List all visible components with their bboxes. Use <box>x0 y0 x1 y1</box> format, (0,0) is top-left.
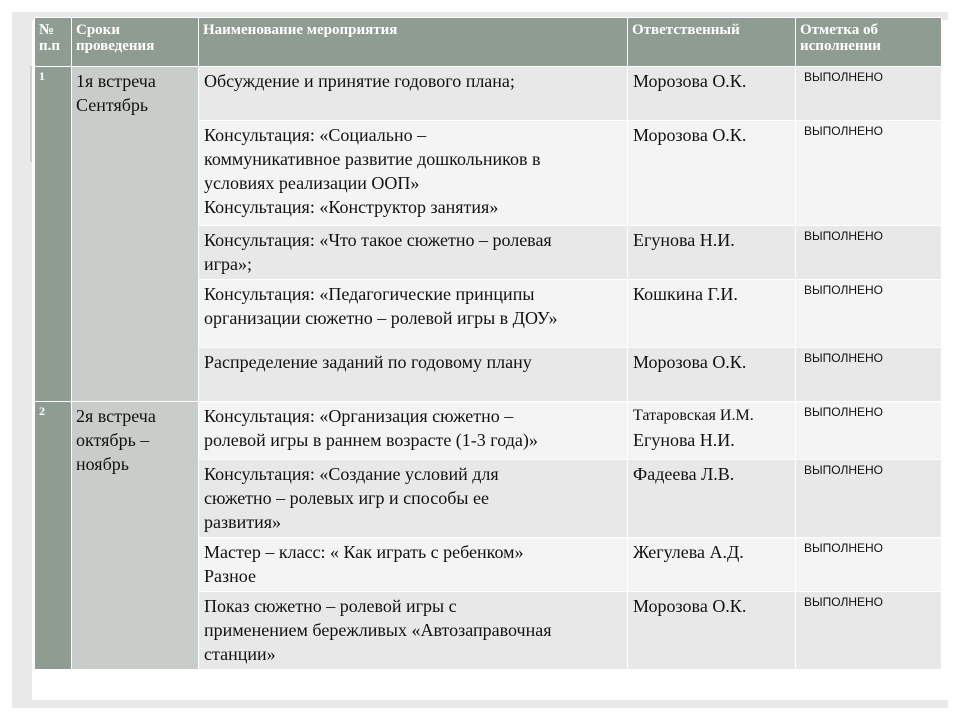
event-cell <box>199 460 628 538</box>
meeting-date <box>72 67 199 402</box>
header-date: Сроки проведения <box>72 18 199 67</box>
event-line: применением бережливых «Автозаправочная <box>204 620 552 640</box>
responsible-cell: Морозова О.К. <box>628 121 796 226</box>
header-num: № п.п <box>35 18 72 67</box>
event-line: ролевой игры в раннем возрасте (1-3 года)» <box>204 430 538 450</box>
event-cell <box>199 226 628 280</box>
event-line: организации сюжетно – ролевой игры в ДОУ» <box>204 308 558 328</box>
table-header-row <box>35 18 942 67</box>
event-line: Консультация: «Конструктор занятия» <box>204 197 499 217</box>
status-cell: ВЫПОЛНЕНО <box>796 538 942 592</box>
event-cell <box>199 280 628 348</box>
event-line: условиях реализации ООП» <box>204 173 420 193</box>
table-row <box>35 67 942 121</box>
responsible-cell: Морозова О.К. <box>628 67 796 121</box>
event-line: Консультация: «Педагогические принципы <box>204 284 535 304</box>
date-line: 1я встреча <box>76 71 156 91</box>
meeting-date <box>72 402 199 670</box>
events-table <box>34 17 942 670</box>
row-number: 1 <box>35 67 72 402</box>
date-line: Сентябрь <box>76 95 149 115</box>
event-cell: Распределение заданий по годовому плану <box>199 348 628 402</box>
status-cell: ВЫПОЛНЕНО <box>796 121 942 226</box>
header-status: Отметка об исполнении <box>796 18 942 67</box>
header-event: Наименование мероприятия <box>199 18 628 67</box>
event-cell <box>199 538 628 592</box>
event-line: Консультация: «Социально – <box>204 125 427 145</box>
header-responsible: Ответственный <box>628 18 796 67</box>
date-line: ноябрь <box>76 454 129 474</box>
event-cell <box>199 121 628 226</box>
responsible-cell: Егунова Н.И. <box>628 226 796 280</box>
responsible-cell: Морозова О.К. <box>628 592 796 670</box>
table-row <box>35 402 942 460</box>
status-cell: ВЫПОЛНЕНО <box>796 348 942 402</box>
status-cell: ВЫПОЛНЕНО <box>796 402 942 460</box>
event-cell <box>199 592 628 670</box>
event-cell: Обсуждение и принятие годового плана; <box>199 67 628 121</box>
status-cell: ВЫПОЛНЕНО <box>796 592 942 670</box>
date-line: октябрь – <box>76 430 150 450</box>
responsible-cell: Морозова О.К. <box>628 348 796 402</box>
responsible-cell: Фадеева Л.В. <box>628 460 796 538</box>
responsible-cell: Жегулева А.Д. <box>628 538 796 592</box>
status-cell: ВЫПОЛНЕНО <box>796 67 942 121</box>
status-cell: ВЫПОЛНЕНО <box>796 460 942 538</box>
date-line: 2я встреча <box>76 406 156 426</box>
event-line: коммуникативное развитие дошкольников в <box>204 149 541 169</box>
event-line: Разное <box>204 566 256 586</box>
event-line: развития» <box>204 512 282 532</box>
responsible-line: Татаровская И.М. <box>633 407 754 424</box>
event-line: Консультация: «Что такое сюжетно – ролевая <box>204 230 552 250</box>
status-cell: ВЫПОЛНЕНО <box>796 280 942 348</box>
event-line: сюжетно – ролевых игр и способы ее <box>204 488 489 508</box>
responsible-cell: Кошкина Г.И. <box>628 280 796 348</box>
event-cell <box>199 402 628 460</box>
row-number: 2 <box>35 402 72 670</box>
responsible-line: Егунова Н.И. <box>633 430 735 450</box>
event-line: станции» <box>204 644 276 664</box>
status-cell: ВЫПОЛНЕНО <box>796 226 942 280</box>
event-line: игра»; <box>204 254 253 274</box>
event-line: Мастер – класс: « Как играть с ребенком» <box>204 542 524 562</box>
slide-edge-mark <box>30 66 32 162</box>
responsible-cell <box>628 402 796 460</box>
event-line: Показ сюжетно – ролевой игры с <box>204 596 457 616</box>
event-line: Консультация: «Организация сюжетно – <box>204 406 514 426</box>
event-line: Консультация: «Создание условий для <box>204 464 499 484</box>
